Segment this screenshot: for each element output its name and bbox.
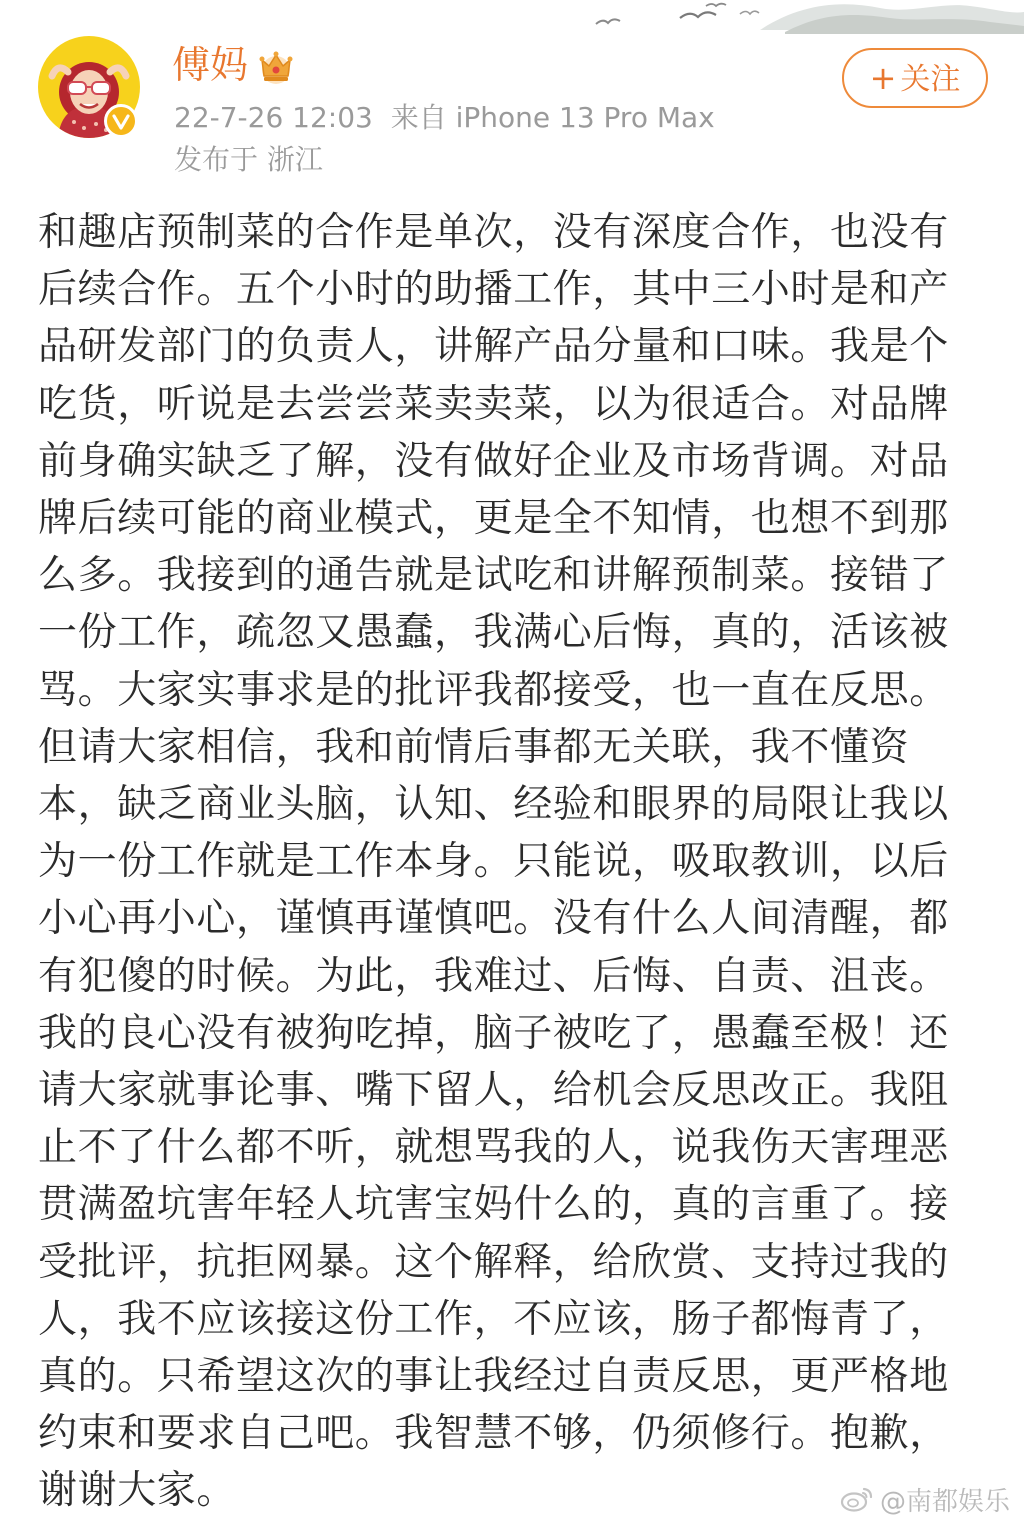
post-text-line: 本，缺乏商业头脑，认知、经验和眼界的局限让我以 — [38, 782, 949, 828]
plus-icon: + — [869, 59, 897, 97]
verified-badge-icon — [104, 104, 138, 138]
post-text-line: 真的。只希望这次的事让我经过自责反思，更严格地 — [38, 1354, 949, 1400]
post-text-line: 牌后续可能的商业模式，更是全不知情，也想不到那 — [38, 496, 949, 542]
post-text-line: 请大家就事论事、嘴下留人，给机会反思改正。我阻 — [38, 1068, 949, 1114]
follow-button[interactable] — [842, 48, 988, 108]
follow-label: 关注 — [900, 62, 961, 97]
post-timestamp: 22-7-26 12:03 — [174, 101, 373, 134]
post-header — [0, 0, 1024, 190]
post-text-line: 骂。大家实事求是的批评我都接受，也一直在反思。 — [38, 667, 949, 713]
weibo-logo-icon — [840, 1485, 874, 1513]
post-text-line: 后续合作。五个小时的助播工作，其中三小时是和产 — [38, 267, 949, 313]
crown-icon[interactable] — [256, 46, 296, 86]
post-text-line: 前身确实缺乏了解，没有做好企业及市场背调。对品 — [38, 438, 949, 484]
watermark — [840, 1481, 1010, 1517]
watermark-text: @南都娱乐 — [879, 1486, 1010, 1517]
post-text-line: 受批评，抗拒网暴。这个解释，给欣赏、支持过我的 — [38, 1239, 949, 1285]
post-content — [38, 204, 968, 1520]
post-text-line: 贯满盈坑害年轻人坑害宝妈什么的，真的言重了。接 — [38, 1182, 949, 1228]
post-meta — [174, 100, 715, 136]
post-text-line: 品研发部门的负责人，讲解产品分量和口味。我是个 — [38, 324, 949, 370]
post-source: 来自 iPhone 13 Pro Max — [390, 101, 715, 134]
post-text-line: 有犯傻的时候。为此，我难过、后悔、自责、沮丧。 — [38, 953, 949, 999]
post-text-line: 止不了什么都不听，就想骂我的人，说我伤天害理恶 — [38, 1125, 949, 1171]
post-text-line: 小心再小心，谨慎再谨慎吧。没有什么人间清醒，都 — [38, 896, 949, 942]
post-text-line: 约束和要求自己吧。我智慧不够，仍须修行。抱歉， — [38, 1411, 949, 1457]
post-text-line: 吃货，听说是去尝尝菜卖卖菜，以为很适合。对品牌 — [38, 381, 949, 427]
post-text-line: 么多。我接到的通告就是试吃和讲解预制菜。接错了 — [38, 553, 949, 599]
landscape-decoration-icon — [590, 0, 1024, 44]
post-text-line: 和趣店预制菜的合作是单次，没有深度合作，也没有 — [38, 210, 949, 255]
post-text-line: 谢谢大家。 — [38, 1468, 237, 1514]
post-text-line: 但请大家相信，我和前情后事都无关联，我不懂资 — [38, 724, 910, 770]
user-name[interactable]: 傅妈 — [172, 43, 249, 87]
post-location: 发布于 浙江 — [174, 143, 323, 176]
post-text-line: 一份工作，疏忽又愚蠢，我满心后悔，真的，活该被 — [38, 610, 949, 656]
post-text-line: 人，我不应该接这份工作，不应该，肠子都悔青了， — [38, 1296, 949, 1342]
post-text-line: 为一份工作就是工作本身。只能说，吸取教训，以后 — [38, 839, 949, 885]
post-text-line: 我的良心没有被狗吃掉，脑子被吃了，愚蠢至极！还 — [38, 1010, 949, 1056]
